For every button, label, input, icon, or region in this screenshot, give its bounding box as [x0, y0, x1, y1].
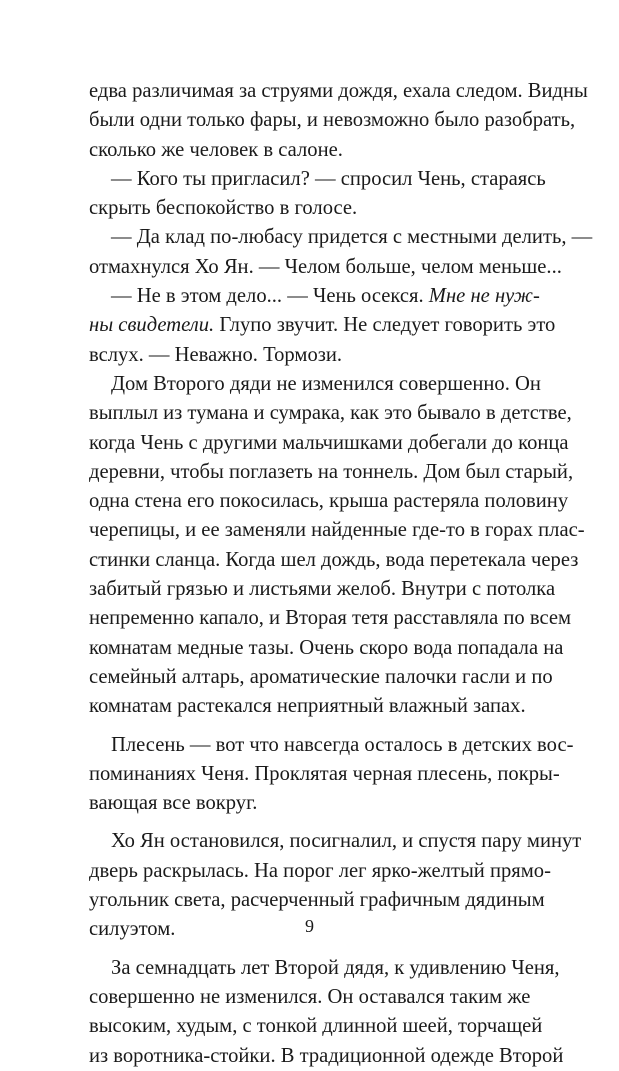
text-line: выплыл из тумана и сумрака, как это бывало в детстве,: [89, 402, 572, 425]
text-line: были одни только фары, и невозможно было разобрать,: [89, 109, 576, 132]
text-line: из воротника-стойки. В традиционной одежде Второй: [89, 1044, 564, 1067]
text-line: поминаниях Ченя. Проклятая черная плесень, покры-: [89, 762, 560, 785]
text-line: [89, 282, 540, 311]
text-line: скрыть беспокойство в голосе.: [89, 197, 358, 220]
text-line: стинки сланца. Когда шел дождь, вода перетекала через: [89, 548, 579, 571]
text-line: забитый грязью и листьями желоб. Внутри с потолка: [89, 578, 556, 601]
text-line: комнатам растекался неприятный влажный запах.: [89, 695, 526, 718]
text-line: едва различимая за струями дождя, ехала следом. Видны: [89, 80, 588, 102]
text-line: вающая все вокруг.: [89, 792, 258, 815]
text-line: угольник света, расчерченный графичным дядиным: [89, 889, 545, 912]
text-line: Плесень — вот что навсегда осталось в детских вос-: [111, 733, 574, 756]
text-line: Хо Ян остановился, посигналил, и спустя пару минут: [111, 830, 582, 853]
text-segment: Глупо звучит. Не следует говорить это: [219, 314, 556, 337]
text-line: силуэтом.: [89, 918, 176, 941]
text-segment: — Не в этом дело... — Чень осекся.: [111, 285, 424, 308]
text-line: одна стена его покосилась, крыша растеряла половину: [89, 490, 569, 513]
text-line: высоким, худым, с тонкой длинной шеей, торчащей: [89, 1015, 543, 1038]
text-line: Дом Второго дяди не изменился совершенно. Он: [111, 372, 541, 395]
text-line: непременно капало, и Вторая тетя расставляла по всем: [89, 607, 572, 630]
text-line: семейный алтарь, ароматические палочки гасли и по: [89, 665, 553, 688]
italic-thought: ны свидетели.: [89, 314, 215, 337]
text-line: За семнадцать лет Второй дядя, к удивлению Ченя,: [111, 956, 560, 979]
page-number: 9: [305, 916, 314, 936]
text-line: комнатам медные тазы. Очень скоро вода попадала на: [89, 636, 564, 659]
text-line: отмахнулся Хо Ян. — Челом больше, челом меньше...: [89, 255, 562, 278]
text-line: [89, 311, 556, 340]
text-line: когда Чень с другими мальчишками добегали до конца: [89, 431, 569, 454]
text-line: черепицы, и ее заменяли найденные где-то в горах плас-: [89, 519, 585, 542]
text-line: вслух. — Неважно. Тормози.: [89, 343, 343, 366]
italic-thought: Мне не нуж-: [428, 285, 540, 308]
text-line: дверь раскрылась. На порог лег ярко-желтый прямо-: [89, 859, 551, 882]
text-line: — Да клад по-любасу придется с местными делить, —: [111, 226, 593, 249]
text-line: сколько же человек в салоне.: [89, 138, 343, 161]
text-line: совершенно не изменился. Он оставался таким же: [89, 985, 531, 1008]
text-line: — Кого ты пригласил? — спросил Чень, стараясь: [111, 167, 546, 190]
text-line: деревни, чтобы поглазеть на тоннель. Дом был старый,: [89, 460, 574, 483]
